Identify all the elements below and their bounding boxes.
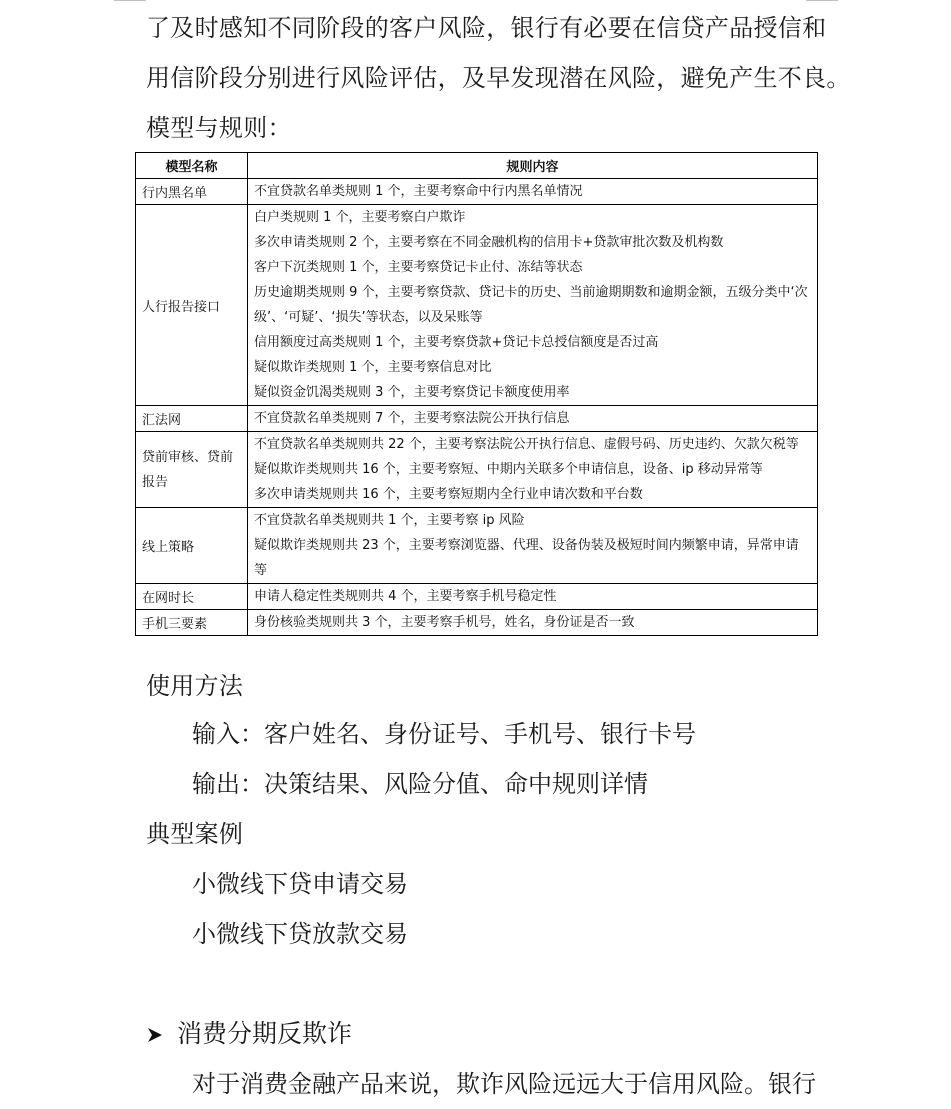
arrow-bullet-icon — [146, 1010, 164, 1060]
table-header-row — [136, 153, 818, 179]
case-item: 小微线下贷放款交易 — [192, 920, 408, 948]
model-name-cell: 贷前审核、贷前报告 — [136, 432, 248, 508]
model-name-cell: 行内黑名单 — [136, 179, 248, 205]
page-corner-mark-right — [806, 0, 838, 1]
table-row — [136, 205, 818, 406]
section-heading-usage: 使用方法 — [146, 672, 244, 700]
section-heading-cases: 典型案例 — [146, 820, 244, 848]
rule-line: 不宜贷款名单类规则 7 个，主要考察法院公开执行信息 — [254, 411, 570, 426]
model-name-cell: 人行报告接口 — [136, 205, 248, 406]
model-name-cell: 在网时长 — [136, 584, 248, 610]
rule-line: 疑似欺诈类规则共 23 个，主要考察浏览器、代理、设备伪装及极短时间内频繁申请，异常申请等 — [254, 538, 799, 578]
model-name-cell: 汇法网 — [136, 406, 248, 432]
usage-input-line: 输入：客户姓名、身份证号、手机号、银行卡号 — [192, 720, 696, 748]
intro-line-2: 用信阶段分别进行风险评估，及早发现潜在风险，避免产生不良。 — [146, 64, 851, 92]
section-body-line: 对于消费金融产品来说，欺诈风险远远大于信用风险。银行 — [192, 1070, 816, 1098]
model-name-cell: 手机三要素 — [136, 610, 248, 636]
rule-line: 身份核验类规则共 3 个，主要考察手机号，姓名，身份证是否一致 — [254, 615, 635, 630]
column-header-rule-content: 规则内容 — [248, 153, 818, 179]
intro-line-1: 了及时感知不同阶段的客户风险，银行有必要在信贷产品授信和 — [146, 14, 827, 42]
rule-line: 客户下沉类规则 1 个，主要考察贷记卡止付、冻结等状态 — [254, 260, 583, 275]
rule-content-cell — [248, 584, 818, 610]
table-row — [136, 179, 818, 205]
rule-line: 多次申请类规则 2 个，主要考察在不同金融机构的信用卡+贷款审批次数及机构数 — [254, 235, 724, 250]
rules-table — [135, 152, 818, 636]
rule-content-cell — [248, 508, 818, 584]
table-row — [136, 610, 818, 636]
rule-line: 疑似资金饥渴类规则 3 个，主要考察贷记卡额度使用率 — [254, 385, 570, 400]
rule-line: 不宜贷款名单类规则共 22 个，主要考察法院公开执行信息、虚假号码、历史违约、欠款欠税等 — [254, 437, 799, 452]
section-heading-models: 模型与规则： — [146, 114, 292, 142]
case-item: 小微线下贷申请交易 — [192, 870, 408, 898]
rule-line: 信用额度过高类规则 1 个，主要考察贷款+贷记卡总授信额度是否过高 — [254, 335, 659, 350]
rule-line: 疑似欺诈类规则共 16 个，主要考察短、中期内关联多个申请信息，设备、ip 移动异常等 — [254, 462, 763, 477]
rule-content-cell — [248, 205, 818, 406]
rule-line: 不宜贷款名单类规则 1 个，主要考察命中行内黑名单情况 — [254, 184, 583, 199]
table-row — [136, 432, 818, 508]
rule-line: 申请人稳定性类规则共 4 个，主要考察手机号稳定性 — [254, 589, 557, 604]
rule-content-cell — [248, 432, 818, 508]
rule-line: 白户类规则 1 个，主要考察白户欺诈 — [254, 210, 466, 225]
rule-content-cell — [248, 406, 818, 432]
model-name-cell: 线上策略 — [136, 508, 248, 584]
rule-line: 历史逾期类规则 9 个，主要考察贷款、贷记卡的历史、当前逾期期数和逾期金额，五级分类中‘次级’、‘可疑’、‘损失’等状态，以及呆账等 — [254, 285, 808, 325]
table-row — [136, 508, 818, 584]
page-corner-mark-left — [114, 0, 146, 1]
table-row — [136, 584, 818, 610]
table-row — [136, 406, 818, 432]
rule-line: 不宜贷款名单类规则共 1 个，主要考察 ip 风险 — [254, 513, 525, 528]
rule-line: 疑似欺诈类规则 1 个，主要考察信息对比 — [254, 360, 492, 375]
column-header-model-name: 模型名称 — [136, 153, 248, 179]
rule-content-cell — [248, 179, 818, 205]
usage-output-line: 输出：决策结果、风险分值、命中规则详情 — [192, 770, 648, 798]
rule-content-cell — [248, 610, 818, 636]
rule-line: 多次申请类规则共 16 个，主要考察短期内全行业申请次数和平台数 — [254, 487, 643, 502]
section-title-consumer-installment: 消费分期反欺诈 — [177, 1019, 353, 1048]
